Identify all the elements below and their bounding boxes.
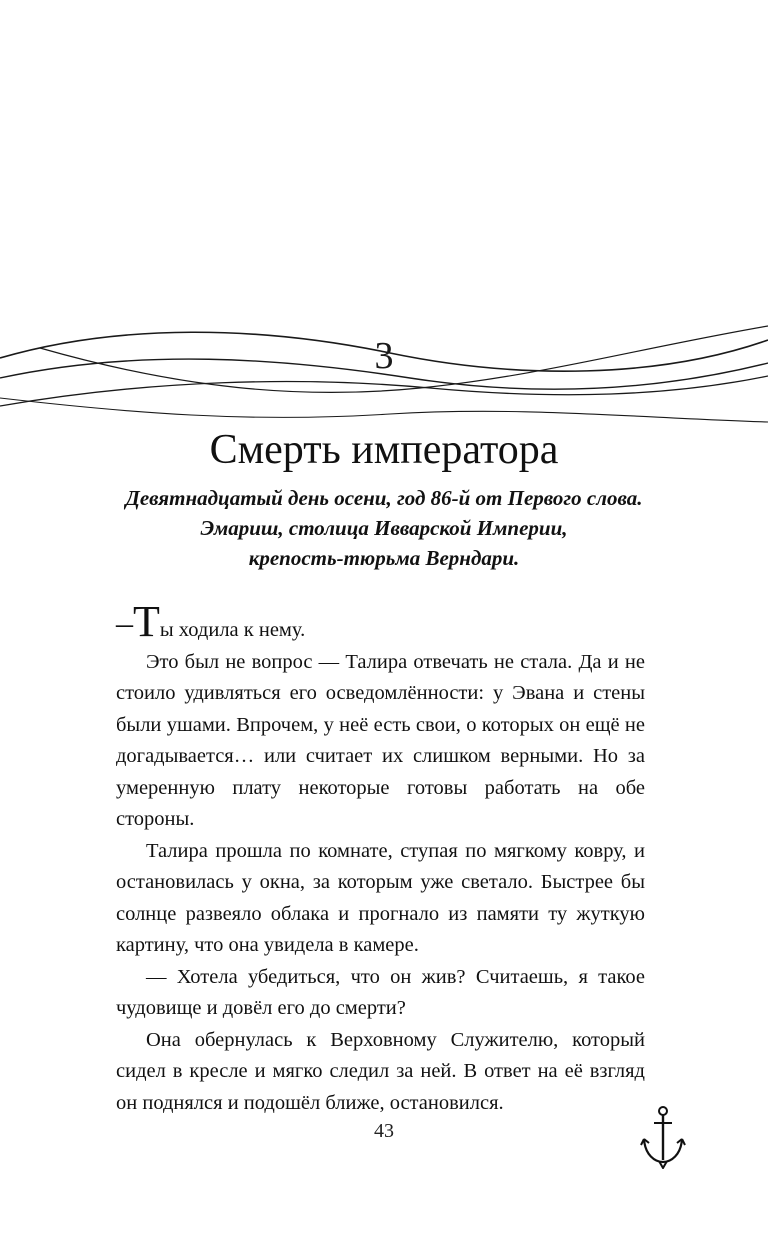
- epigraph: [60, 483, 708, 573]
- page-number: 43: [374, 1120, 394, 1142]
- dialogue-dash: –: [116, 605, 133, 642]
- epigraph-line: Эмариш, столица Ивварской Империи,: [200, 516, 568, 540]
- chapter-title: Смерть императора: [209, 427, 559, 473]
- drop-cap: Т: [133, 597, 160, 646]
- epigraph-line: Девятнадцатый день осени, год 86-й от Первого слова.: [125, 486, 643, 510]
- paragraph-first-text: ы ходила к нему.: [159, 619, 306, 641]
- paragraph: Это был не вопрос — Талира отвечать не стала. Да и не стоило удивляться его осведомлённости: у Эвана и стены были ушами. Впрочем, у неё есть свои, о которых он ещё не догадывается… или считает их слишком верными. Но за умеренную плату некоторые готовы работать на обе стороны.: [116, 650, 645, 830]
- paragraph: — Хотела убедиться, что он жив? Считаешь, я такое чудовище и довёл его до смерти?: [116, 965, 645, 1019]
- epigraph-line: крепость-тюрьма Верндари.: [248, 546, 520, 570]
- anchor-icon: [640, 1105, 686, 1169]
- chapter-number: 3: [374, 335, 394, 377]
- paragraph-first: [116, 597, 645, 647]
- paragraph: Она обернулась к Верховному Служителю, который сидел в кресле и мягко следил за ней. В ответ на её взгляд он поднялся и подошёл ближе, остановился.: [116, 1028, 645, 1114]
- body-text: [116, 597, 645, 1119]
- paragraph: Талира прошла по комнате, ступая по мягкому ковру, и остановилась у окна, за которым уже светало. Быстрее бы солнце развеяло облака и прогнало из памяти ту жуткую картину, что она увидела в камере.: [116, 839, 645, 956]
